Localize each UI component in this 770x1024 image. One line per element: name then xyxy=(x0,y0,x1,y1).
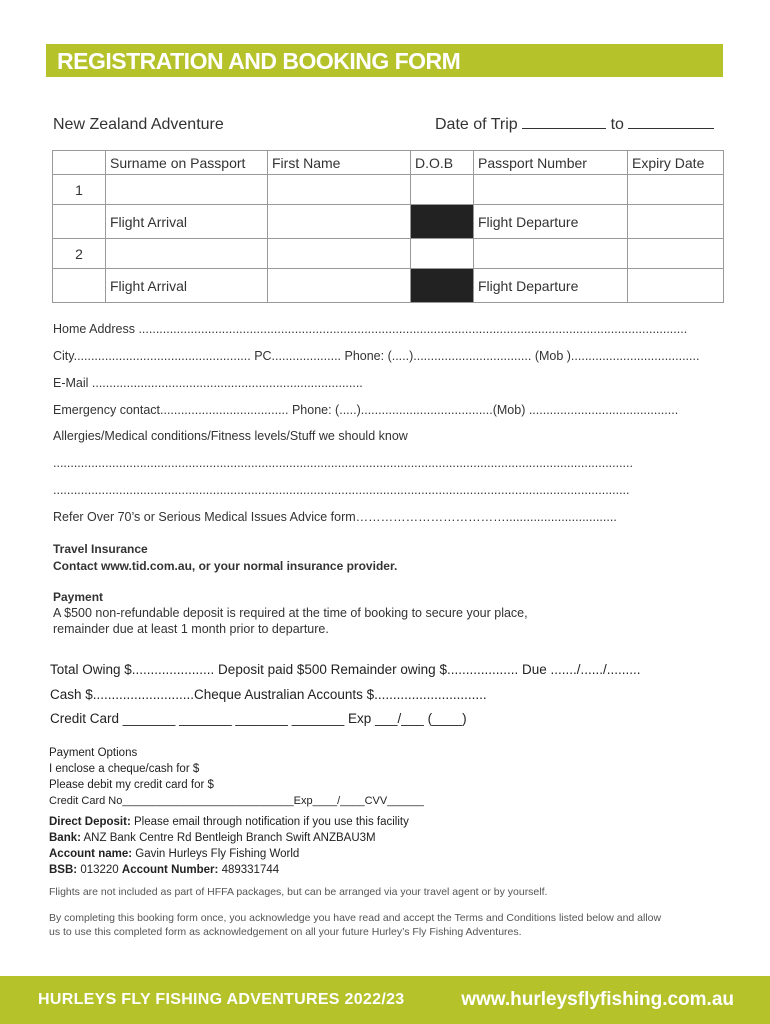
page-title: REGISTRATION AND BOOKING FORM xyxy=(57,48,461,74)
bsb-text: 013220 xyxy=(77,864,122,876)
flight-departure-cell[interactable] xyxy=(628,205,724,239)
allergies-label: Allergies/Medical conditions/Fitness levels/Stuff we should know xyxy=(53,429,408,443)
account-name-text: Gavin Hurleys Fly Fishing World xyxy=(132,848,300,860)
date-of-trip-label: Date of Trip xyxy=(435,116,518,133)
expiry-cell[interactable] xyxy=(628,175,724,205)
payment-line-1: A $500 non-refundable deposit is required at the time of booking to secure your place, xyxy=(53,606,528,620)
insurance-title: Travel Insurance xyxy=(53,542,148,556)
surname-cell[interactable] xyxy=(106,239,268,269)
allergies-line-1[interactable]: ....................................................................................................................................................................... xyxy=(53,456,633,470)
dob-cell[interactable] xyxy=(411,239,474,269)
table-row xyxy=(53,175,724,205)
col-header: Passport Number xyxy=(474,151,628,175)
bank-line xyxy=(49,832,376,844)
payment-line-2: remainder due at least 1 month prior to departure. xyxy=(53,622,329,636)
debit-line[interactable]: Please debit my credit card for $ xyxy=(49,779,214,791)
account-number-label: Account Number: xyxy=(121,864,219,876)
table-row xyxy=(53,239,724,269)
cheque-line[interactable]: I enclose a cheque/cash for $ xyxy=(49,763,200,775)
first-name-cell[interactable] xyxy=(268,239,411,269)
refer-medical-form[interactable]: Refer Over 70’s or Serious Medical Issues Advice form………………………………................................ xyxy=(53,510,617,524)
flight-arrival-label: Flight Arrival xyxy=(106,205,268,239)
terms-line-1: By completing this booking form once, you acknowledge you have read and accept the Terms and Conditions listed below and allow xyxy=(49,912,662,924)
email-field[interactable]: E-Mail .............................................................................. xyxy=(53,376,363,390)
col-header: Expiry Date xyxy=(628,151,724,175)
col-header: D.O.B xyxy=(411,151,474,175)
city-phone-field[interactable]: City................................................... PC.................... Phone: (.....).................................. (Mob )..................................... xyxy=(53,349,700,363)
table-header-row xyxy=(53,151,724,175)
emergency-contact-field[interactable]: Emergency contact..................................... Phone: (.....)......................................(Mob) ........................................... xyxy=(53,403,679,417)
total-owing-line[interactable]: Total Owing $...................... Deposit paid $500 Remainder owing $................... Due ......./....../......... xyxy=(50,662,641,677)
date-from-field[interactable] xyxy=(522,116,606,129)
adventure-name: New Zealand Adventure xyxy=(53,116,224,133)
row-number: 1 xyxy=(53,175,106,205)
col-header: First Name xyxy=(268,151,411,175)
terms-line-2: us to use this completed form as acknowledgement on all your future Hurley’s Fly Fishing Adventures. xyxy=(49,926,522,938)
flight-departure-cell[interactable] xyxy=(628,269,724,303)
blocked-cell xyxy=(411,269,474,303)
credit-card-line[interactable]: Credit Card _______ _______ _______ _______ Exp ___/___ (____) xyxy=(50,711,467,726)
insurance-text: Contact www.tid.com.au, or your normal insurance provider. xyxy=(53,559,398,573)
cash-cheque-line[interactable]: Cash $...........................Cheque Australian Accounts $.............................. xyxy=(50,687,487,702)
footer-bar xyxy=(0,976,770,1024)
date-of-trip xyxy=(435,116,714,134)
table-row xyxy=(53,205,724,239)
dob-cell[interactable] xyxy=(411,175,474,205)
passport-cell[interactable] xyxy=(474,239,628,269)
table-row xyxy=(53,269,724,303)
date-to-field[interactable] xyxy=(628,116,714,129)
flight-arrival-cell[interactable] xyxy=(268,205,411,239)
first-name-cell[interactable] xyxy=(268,175,411,205)
expiry-cell[interactable] xyxy=(628,239,724,269)
passenger-table xyxy=(52,150,724,303)
account-name-label: Account name: xyxy=(49,848,133,860)
footer-brand: HURLEYS FLY FISHING ADVENTURES 2022/23 xyxy=(38,991,405,1008)
direct-deposit-text: Please email through notification if you use this facility xyxy=(130,816,409,828)
bsb-line xyxy=(49,864,279,876)
account-number-text: 489331744 xyxy=(218,864,280,876)
col-header: Surname on Passport xyxy=(106,151,268,175)
home-address-field[interactable]: Home Address .............................................................................................................................................................. xyxy=(53,322,688,336)
flights-note: Flights are not included as part of HFFA packages, but can be arranged via your travel agent or by yourself. xyxy=(49,886,548,898)
website-link[interactable]: www.hurleysflyfishing.com.au xyxy=(461,989,734,1010)
direct-deposit-line xyxy=(49,816,409,828)
card-number-line[interactable]: Credit Card No____________________________Exp____/____CVV______ xyxy=(49,795,424,807)
allergies-line-2[interactable]: ...................................................................................................................................................................... xyxy=(53,483,630,497)
row-number: 2 xyxy=(53,239,106,269)
blocked-cell xyxy=(411,205,474,239)
title-bar xyxy=(46,44,723,77)
payment-title: Payment xyxy=(53,590,104,604)
flight-arrival-label: Flight Arrival xyxy=(106,269,268,303)
direct-deposit-label: Direct Deposit: xyxy=(49,816,131,828)
account-name-line xyxy=(49,848,299,860)
passport-cell[interactable] xyxy=(474,175,628,205)
bank-label: Bank: xyxy=(49,832,81,844)
bsb-label: BSB: xyxy=(49,864,78,876)
date-to-label: to xyxy=(610,116,624,133)
flight-arrival-cell[interactable] xyxy=(268,269,411,303)
payment-options-title: Payment Options xyxy=(49,747,138,759)
flight-departure-label: Flight Departure xyxy=(474,205,628,239)
bank-text: ANZ Bank Centre Rd Bentleigh Branch Swift ANZBAU3M xyxy=(80,832,376,844)
flight-departure-label: Flight Departure xyxy=(474,269,628,303)
surname-cell[interactable] xyxy=(106,175,268,205)
